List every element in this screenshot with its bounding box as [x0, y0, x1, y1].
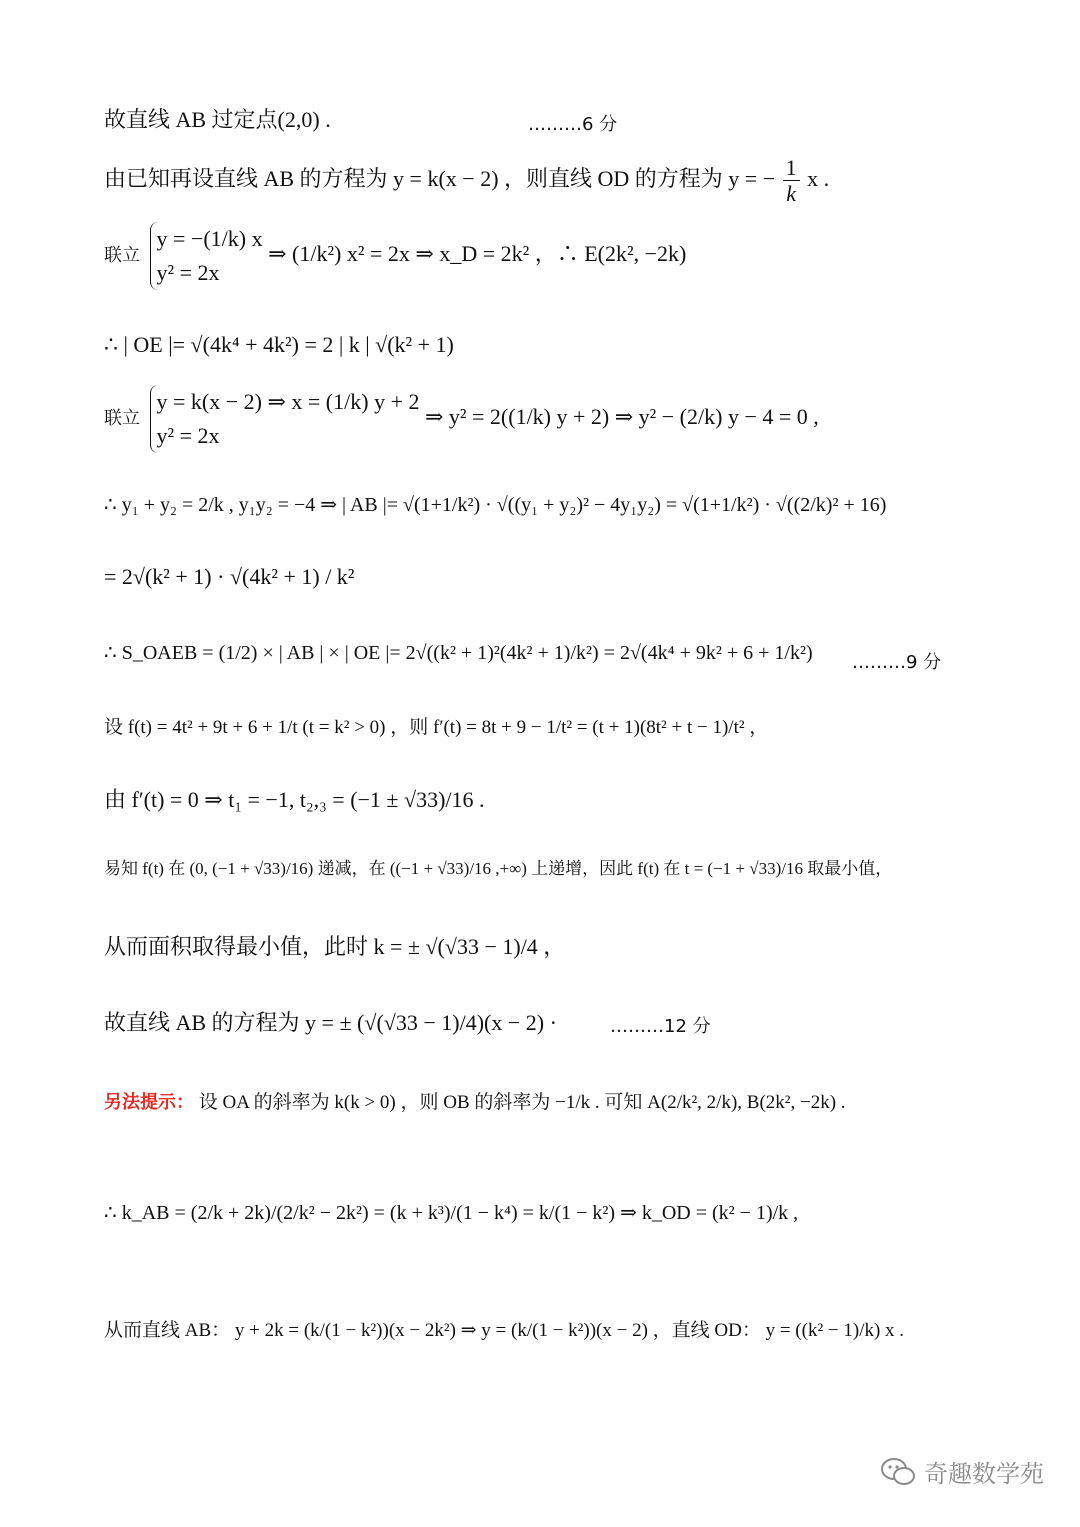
line-final-equation: 故直线 AB 的方程为 y = ± (√(√33 − 1)/4)(x − 2) · [104, 1010, 557, 1035]
line-fixed-point-text: 故直线 AB 过定点(2,0) . [104, 107, 331, 132]
system2-row-1: y = k(x − 2) ⇒ x = (1/k) y + 2 [156, 389, 420, 414]
line-ab-length: ∴ y₁ + y₂ = 2/k , y₁y₂ = −4 ⇒ | AB |= √(1+1/k²) · √((y₁ + y₂)² − 4y₁y₂) = √(1+1/k²) · √((2/k)² + 16) [104, 494, 887, 516]
line-system-ab-result: ⇒ y² = 2((1/k) y + 2) ⇒ y² − (2/k) y − 4 = 0 , [424, 404, 819, 430]
line-lines-ab-od: 从而直线 AB： y + 2k = (k/(1 − k²))(x − 2k²) ⇒ y = (k/(1 − k²))(x − 2) ，直线 OD： y = ((k² − 1)/k) x . [104, 1320, 905, 1341]
line-oe-length: ∴ | OE |= √(4k⁴ + 4k²) = 2 | k | √(k² + 1) [104, 332, 454, 357]
watermark [880, 1454, 1044, 1489]
system-row-1: y = −(1/k) x [156, 226, 263, 251]
line-ab-equation-text: 由已知再设直线 AB 的方程为 y = k(x − 2) ，则直线 OD 的方程为 y = − [104, 165, 776, 191]
line-system-od [104, 222, 1020, 290]
equation-system-2 [150, 385, 420, 453]
alt-method-text: 设 OA 的斜率为 k(k > 0) ，则 OB 的斜率为 −1/k . 可知 A(2/k², 2/k), B(2k², −2k) . [198, 1092, 846, 1113]
line-ab-equation-tail: x . [807, 165, 830, 191]
equation-system [150, 222, 263, 290]
system-row-2: y² = 2x [156, 260, 220, 286]
line-ab-equation [104, 155, 1020, 207]
watermark-text: 奇趣数学苑 [924, 1460, 1044, 1488]
score-12: ………12 分 [610, 1016, 711, 1037]
line-function-f: 设 f(t) = 4t² + 9t + 6 + 1/t (t = k² > 0) ，则 f′(t) = 8t + 9 − 1/t² = (t + 1)(8t² + t − 1)/t² ， [104, 717, 769, 738]
alt-method-label: 另法提示： [104, 1092, 194, 1113]
system-label-2: 联立 [104, 408, 140, 430]
line-system-od-result: ⇒ (1/k²) x² = 2x ⇒ x_D = 2k² ，∴ E(2k², −2k) [268, 241, 687, 267]
line-critical-points: 由 f′(t) = 0 ⇒ t₁ = −1, t₂,₃ = (−1 ± √33)/16 . [104, 787, 485, 812]
line-slope-ab: ∴ k_AB = (2/k + 2k)/(2/k² − 2k²) = (k + k³)/(1 − k⁴) = k/(1 − k²) ⇒ k_OD = (k² − 1)/k , [104, 1202, 799, 1224]
fraction-one-over-k: $\frac{1}{k}$ [783, 155, 800, 207]
system2-row-2: y² = 2x [156, 423, 220, 449]
line-min-area: 从而面积取得最小值，此时 k = ± √(√33 − 1)/4 ， [104, 934, 566, 959]
wechat-icon [880, 1456, 916, 1488]
line-system-ab [104, 385, 1020, 453]
score-6: ………6 分 [528, 114, 618, 135]
system-label: 联立 [104, 245, 140, 267]
line-monotonicity: 易知 f(t) 在 (0, (−1 + √33)/16) 递减，在 ((−1 + √33)/16 ,+∞) 上递增，因此 f(t) 在 t = (−1 + √33)/16 取最小值， [104, 859, 893, 878]
line-ab-length-simplified: = 2√(k² + 1) · √(4k² + 1) / k² [104, 564, 355, 589]
line-alt-method [104, 1090, 1020, 1116]
line-area: ∴ S_OAEB = (1/2) × | AB | × | OE |= 2√((k² + 1)²(4k² + 1)/k²) = 2√(4k⁴ + 9k² + 6 + 1/k²) [104, 642, 813, 664]
score-9: ………9 分 [852, 652, 942, 673]
